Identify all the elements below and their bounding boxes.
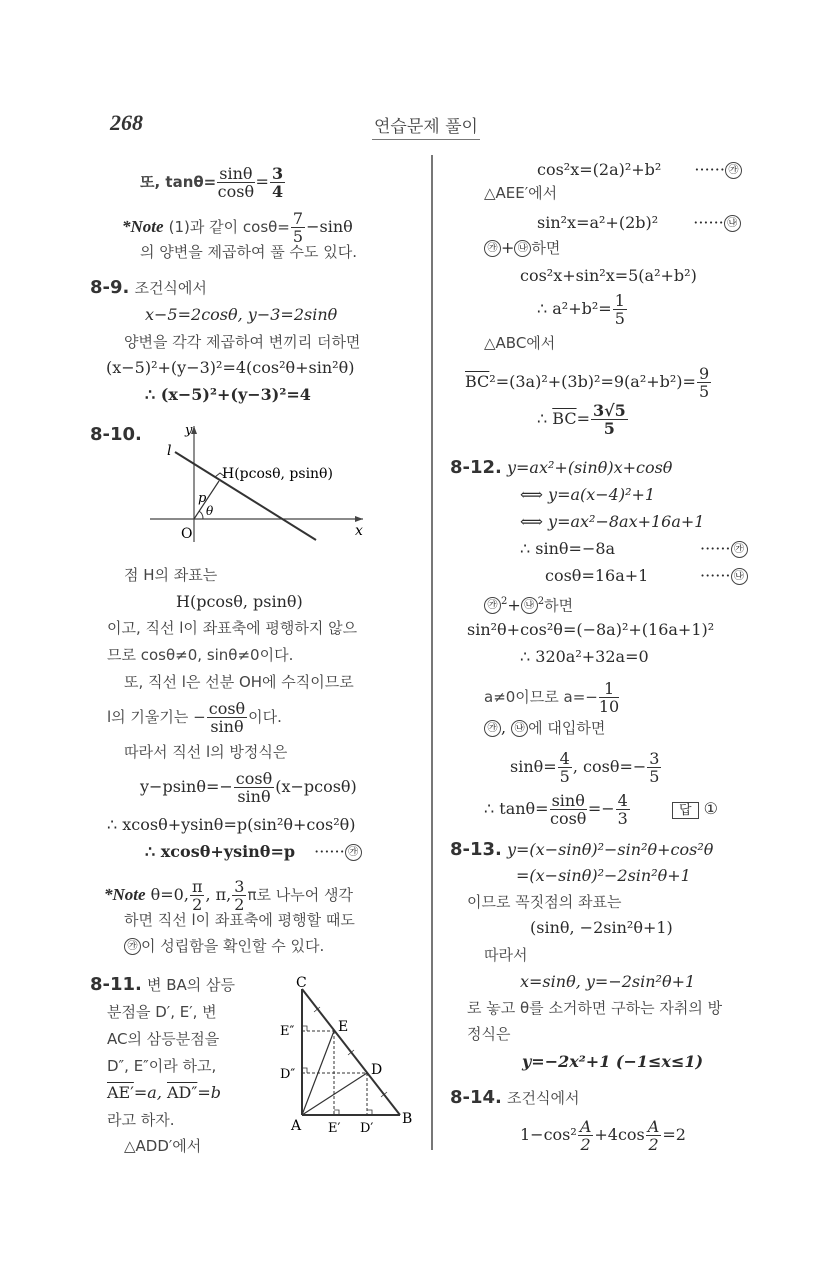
- p8-9-text1: 양변을 각각 제곱하여 변끼리 더하면: [124, 333, 361, 351]
- p8-10-text4: 또, 직선 l은 선분 OH에 수직이므로: [124, 673, 354, 691]
- p8-13-result: y=−2x²+1 (−1≤x≤1): [522, 1052, 704, 1071]
- fraction: $\frac{3}{2}$: [234, 877, 245, 914]
- r-eq3: cos²x+sin²x=5(a²+b²): [520, 266, 697, 285]
- origin-label: O: [181, 526, 193, 542]
- p8-12-eq3: ⟺ y=ax²−8ax+16a+1: [520, 512, 705, 531]
- p8-13-text2: 따라서: [484, 946, 528, 964]
- p8-10-text5: 따라서 직선 l의 방정식은: [124, 743, 288, 761]
- svg-text:x: x: [355, 523, 363, 539]
- p8-10-text3: 므로 cosθ≠0, sinθ≠0이다.: [107, 646, 294, 664]
- p8-13-eq4: x=sinθ, y=−2sin²θ+1: [520, 972, 696, 991]
- fraction: $\frac{1}{5}$: [614, 291, 625, 328]
- note-2-line-3: ㉮ 이 성립함을 확인할 수 있다.: [124, 936, 324, 956]
- p8-12-eq5: cosθ=16a+1 ······ ㉯: [545, 566, 748, 586]
- circled-marker-1-icon: ㉮: [345, 844, 362, 861]
- running-title: 연습문제 풀이: [372, 112, 480, 140]
- r-eq4: ∴ a²+b²= $\frac{1}{5}$: [537, 291, 625, 328]
- p8-14-eq: 1−cos² $\frac{A}{2}$ +4cos $\frac{A}{2}$ =2: [520, 1117, 686, 1154]
- p8-12-eq6: sin²θ+cos²θ=(−8a)²+(16a+1)²: [467, 620, 715, 639]
- svg-text:E′: E′: [328, 1121, 341, 1135]
- r-eq6: ∴ $\overline{BC}=$ $\frac{3√5}{5}$: [537, 401, 626, 438]
- p8-12-eq8: a≠0이므로 a=− $\frac{1}{10}$: [484, 679, 620, 716]
- p8-10-eq1: H(pcosθ, psinθ): [176, 592, 303, 611]
- svg-text:D″: D″: [280, 1067, 296, 1082]
- p8-12-eq7: ∴ 320a²+32a=0: [520, 647, 649, 666]
- r-tri2: △ABC에서: [484, 334, 556, 352]
- problem-8-13-header: 8-13. y=(x−sinθ)²−sin²θ+cos²θ: [450, 839, 714, 860]
- line-label-l: l: [167, 443, 172, 459]
- p8-13-eq2: =(x−sinθ)²−2sin²θ+1: [516, 866, 691, 885]
- svg-text:E: E: [338, 1019, 349, 1035]
- svg-text:p: p: [198, 491, 207, 506]
- fraction: $\frac{3√5}{5}$: [592, 401, 626, 438]
- circled-marker-1-icon: ㉮: [484, 597, 501, 614]
- fraction: $\frac{4}{5}$: [559, 749, 570, 786]
- p8-10-text1: 점 H의 좌표는: [124, 566, 218, 584]
- note-1-line-2: 의 양변을 제곱하여 풀 수도 있다.: [140, 243, 357, 261]
- p8-11-line6: 라고 하자.: [107, 1111, 175, 1129]
- fraction: $\frac{A}{2}$: [579, 1117, 592, 1154]
- p8-12-eq10: ∴ tanθ= $\frac{\sin\theta}{\cos\theta}$ =− $\frac{4}{3}$ 답 ①: [484, 791, 718, 828]
- circled-marker-2-icon: ㉯: [724, 215, 741, 232]
- circled-marker-1-icon: ㉮: [731, 541, 748, 558]
- svg-text:θ: θ: [206, 504, 214, 518]
- p8-12-eq9: sinθ= $\frac{4}{5}$ , cosθ=− $\frac{3}{5}$: [510, 749, 660, 786]
- problem-8-10-header: 8-10.: [90, 424, 142, 445]
- note-1: *Note (1)과 같이 cosθ= $\frac{7}{5}$ −sinθ: [122, 209, 353, 246]
- problem-8-11-header: 8-11. 변 BA의 삼등: [90, 974, 236, 995]
- p8-13-text1: 이므로 꼭짓점의 좌표는: [467, 893, 622, 911]
- p8-9-eq2: (x−5)²+(y−3)²=4(cos²θ+sin²θ): [106, 358, 355, 377]
- problem-8-9-header: 8-9. 조건식에서: [90, 277, 207, 298]
- svg-text:D: D: [371, 1062, 383, 1078]
- p8-10-result: ∴ xcosθ+ysinθ=p ······ ㉮: [145, 842, 362, 862]
- figure-8-11-triangle: [278, 975, 423, 1135]
- tan-line: 또, tanθ= $\frac{\sin\theta}{\cos\theta}$ = $\frac{3}{4}$: [140, 164, 284, 201]
- svg-text:E″: E″: [280, 1024, 295, 1039]
- p8-13-text3: 로 놓고 θ를 소거하면 구하는 자취의 방: [467, 999, 723, 1017]
- r-tri1: △AEE′에서: [484, 184, 558, 202]
- fraction: $\frac{\sin\theta}{\cos\theta}$: [549, 791, 587, 828]
- circled-marker-2-icon: ㉯: [731, 568, 748, 585]
- note-2-line-2: 하면 직선 l이 좌표축에 평행할 때도: [124, 911, 355, 929]
- column-divider: [431, 155, 433, 1150]
- p8-10-slope: l의 기울기는 − $\frac{\cos\theta}{\sin\theta}$ 이다.: [107, 699, 282, 736]
- fraction: $\frac{9}{5}$: [698, 364, 710, 401]
- p8-11-line5: AE′=a, AD″=b: [107, 1083, 222, 1102]
- circled-marker-2-icon: ㉯: [521, 597, 538, 614]
- p8-12-sub: ㉮ , ㉯ 에 대입하면: [484, 718, 605, 738]
- circled-marker-1-icon: ㉮: [124, 938, 141, 955]
- svg-text:A: A: [291, 1118, 302, 1134]
- fraction: $\frac{3}{5}$: [649, 749, 660, 786]
- fraction: $\frac{4}{3}$: [617, 791, 628, 828]
- p8-12-sum: ㉮ $^2$+ ㉯ $^2$하면: [484, 592, 573, 615]
- circled-marker-2-icon: ㉯: [514, 240, 531, 257]
- circled-marker-1-icon: ㉮: [484, 240, 501, 257]
- p8-13-text4: 정식은: [467, 1025, 511, 1043]
- circled-marker-1-icon: ㉮: [484, 720, 501, 737]
- p8-9-eq1: x−5=2cosθ, y−3=2sinθ: [145, 305, 338, 324]
- p8-10-text2: 이고, 직선 l이 좌표축에 평행하지 않으: [107, 619, 358, 637]
- p8-11-line3: AC의 삼등분점을: [107, 1030, 220, 1048]
- fraction: $\frac{A}{2}$: [647, 1117, 660, 1154]
- r-sum: ㉮ + ㉯ 하면: [484, 238, 560, 258]
- fraction: $\frac{7}{5}$: [292, 209, 304, 246]
- figure-8-10: [145, 420, 375, 545]
- fraction: $\frac{\pi}{2}$: [191, 877, 203, 914]
- fraction: $\frac{\cos\theta}{\sin\theta}$: [235, 769, 273, 806]
- r-eq5: $\overline{BC}^2=(3a)^2+(3b)^2=9(a^2+b^2)=$ $\frac{9}{5}$: [465, 364, 710, 401]
- p8-10-eq3: ∴ xcosθ+ysinθ=p(sin²θ+cos²θ): [107, 815, 356, 834]
- svg-text:B: B: [402, 1111, 413, 1127]
- page-number: 268: [110, 110, 143, 135]
- p8-11-line7: △ADD′에서: [124, 1137, 202, 1155]
- circled-marker-1-icon: ㉮: [725, 162, 742, 179]
- fraction: $\frac{\cos\theta}{\sin\theta}$: [208, 699, 246, 736]
- p8-11-line2: 분점을 D′, E′, 변: [107, 1003, 217, 1021]
- svg-text:y: y: [185, 423, 193, 438]
- problem-8-14-header: 8-14. 조건식에서: [450, 1087, 580, 1108]
- p8-12-eq4: ∴ sinθ=−8a ······ ㉮: [520, 539, 748, 559]
- problem-8-12-header: 8-12. y=ax²+(sinθ)x+cosθ: [450, 457, 673, 478]
- note-2: *Note θ=0, $\frac{\pi}{2}$ , π, $\frac{3}{2}$ π로 나누어 생각: [104, 877, 353, 914]
- fraction: $\frac{1}{10}$: [598, 679, 620, 716]
- answer-value: ①: [703, 799, 718, 818]
- fraction: $\frac{\sin\theta}{\cos\theta}$: [217, 164, 255, 201]
- answer-box: 답: [672, 802, 699, 819]
- point-H-label: H(pcosθ, psinθ): [222, 466, 333, 482]
- svg-text:C: C: [296, 975, 307, 991]
- p8-13-eq3: (sinθ, −2sin²θ+1): [530, 918, 673, 937]
- fraction: $\frac{3}{4}$: [271, 164, 284, 201]
- svg-text:D′: D′: [360, 1121, 374, 1135]
- p8-9-result: ∴ (x−5)²+(y−3)²=4: [145, 385, 311, 404]
- p8-12-eq2: ⟺ y=a(x−4)²+1: [520, 485, 656, 504]
- p8-11-line4: D″, E″이라 하고,: [107, 1057, 217, 1075]
- r-eq1: cos²x=(2a)²+b² ······ ㉮: [537, 160, 742, 180]
- p8-10-eq2: y−psinθ=− $\frac{\cos\theta}{\sin\theta}$ (x−pcosθ): [140, 769, 357, 806]
- r-eq2: sin²x=a²+(2b)² ······ ㉯: [537, 213, 741, 233]
- circled-marker-2-icon: ㉯: [511, 720, 528, 737]
